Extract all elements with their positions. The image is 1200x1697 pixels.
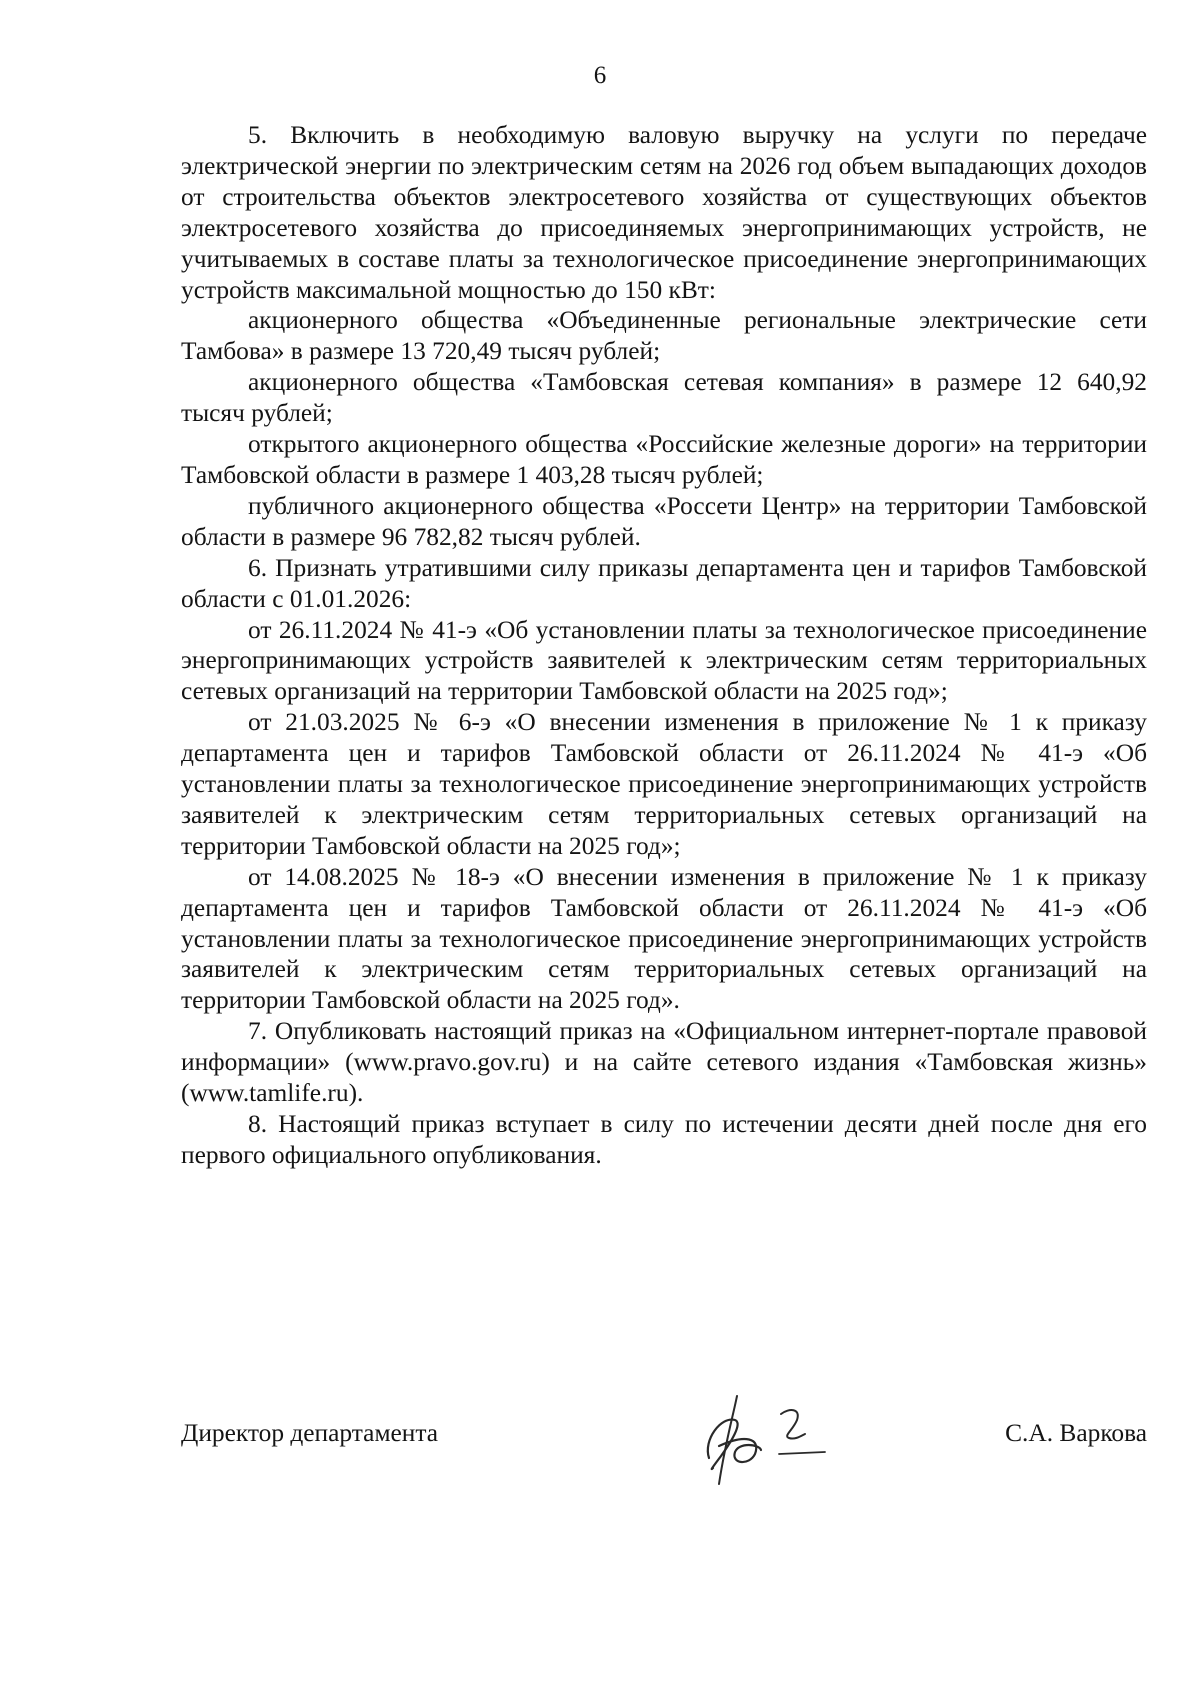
paragraph-item-5: 5. Включить в необходимую валовую выручку на услуги по передаче электрической энергии по электрическим сетям на 2026 год объем выпадающих доходов от строительства объектов электросетевого хозяйства от существующих объектов электросетевого хозяйства до присоединяемых энергопринимающих устройств, не учитываемых в составе платы за технологическое присоединение энергопринимающих устройств максимальной мощностью до 150 кВт:	[181, 121, 1147, 304]
paragraph-orest-tambov: акционерного общества «Объединенные региональные электрические сети Тамбова» в размере 13 720,49 тысяч рублей;	[181, 306, 1147, 366]
paragraph-order-18e: от 14.08.2025 № 18-э «О внесении изменения в приложение № 1 к приказу департамента цен и тарифов Тамбовской области от 26.11.2024 № 41-э «Об установлении платы за технологическое присоединение энергопринимающих устройств заявителей к электрическим сетям территориальных сетевых организаций на территории Тамбовской области на 2025 год».	[181, 862, 1147, 1015]
paragraph-rzd: открытого акционерного общества «Российские железные дороги» на территории Тамбовской области в размере 1 403,28 тысяч рублей;	[181, 430, 1147, 489]
paragraph-order-41e: от 26.11.2024 № 41-э «Об установлении платы за технологическое присоединение энергопринимающих устройств заявителей к электрическим сетям территориальных сетевых организаций на территории Тамбовской области на 2025 год»;	[181, 615, 1147, 706]
document-body	[181, 120, 1147, 1171]
signatory-position: Директор департамента	[181, 1419, 439, 1447]
handwritten-signature-icon	[649, 1380, 839, 1490]
page-number: 6	[593, 62, 607, 89]
paragraph-tsk: акционерного общества «Тамбовская сетевая компания» в размере 12 640,92 тысяч рублей;	[181, 368, 1147, 428]
paragraph-item-7: 7. Опубликовать настоящий приказ на «Официальном интернет-портале правовой информации» (www.pravo.gov.ru) и на сайте сетевого издания «Тамбовская жизнь» (www.tamlife.ru).	[181, 1017, 1147, 1108]
paragraph-item-8: 8. Настоящий приказ вступает в силу по истечении десяти дней после дня его первого официального опубликования.	[181, 1110, 1147, 1169]
paragraph-item-6: 6. Признать утратившими силу приказы департамента цен и тарифов Тамбовской области с 01.01.2026:	[181, 553, 1147, 613]
paragraph-rosseti-center: публичного акционерного общества «Россети Центр» на территории Тамбовской области в размере 96 782,82 тысяч рублей.	[181, 491, 1147, 551]
signature-block	[181, 1380, 1147, 1490]
paragraph-order-6e: от 21.03.2025 № 6-э «О внесении изменения в приложение № 1 к приказу департамента цен и тарифов Тамбовской области от 26.11.2024 № 41-э «Об установлении платы за технологическое присоединение энергопринимающих устройств заявителей к электрическим сетям территориальных сетевых организаций на территории Тамбовской области на 2025 год»;	[181, 708, 1147, 860]
signatory-name: С.А. Варкова	[1005, 1419, 1147, 1447]
